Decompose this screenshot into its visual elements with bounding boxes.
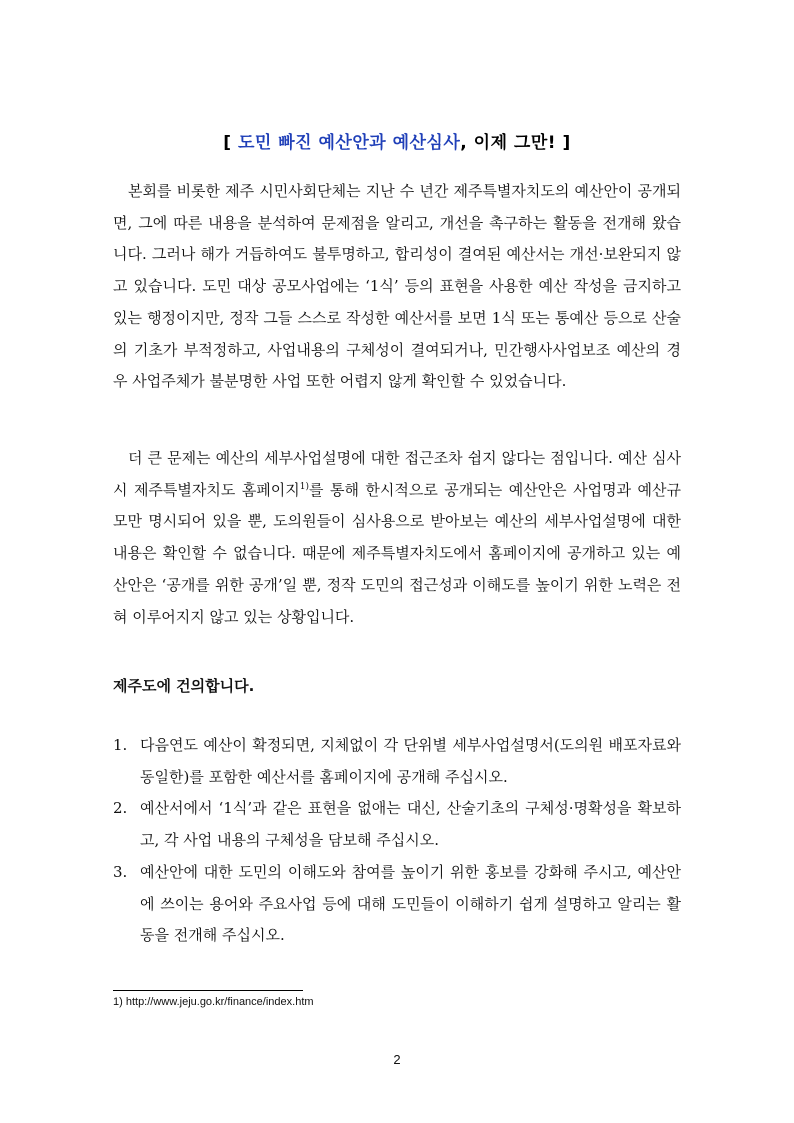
page-number: 2 <box>393 1052 401 1067</box>
list-item <box>113 857 681 952</box>
title-highlight: 도민 빠진 예산안과 예산심사 <box>237 133 461 153</box>
paragraph-2-before: 더 큰 문제는 예산의 세부사업설명에 대한 접근조차 쉽지 않다는 점입니다. 예산 심사시 제주특별자치도 홈페이지 <box>113 449 681 499</box>
recommendation-list <box>113 730 681 952</box>
section-heading: 제주도에 건의합니다. <box>113 677 255 695</box>
paragraph-2 <box>113 443 681 633</box>
paragraph-1: 본회를 비롯한 제주 시민사회단체는 지난 수 년간 제주특별자치도의 예산안이 공개되면, 그에 따른 내용을 분석하여 문제점을 알리고, 개선을 촉구하는 활동을 전개해 왔습니다. 그러나 해가 거듭하여도 불투명하고, 합리성이 결여된 예산서는 개선·보완되지 않고 있습니다. 도민 대상 공모사업에는 ‘1식’ 등의 표현을 사용한 예산 작성을 금지하고 있는 행정이지만, 정작 그들 스스로 작성한 예산서를 보면 1식 또는 통예산 등으로 산술의 기초가 부적정하고, 사업내용의 구체성이 결여되거나, 민간행사사업보조 예산의 경우 사업주체가 불분명한 사업 또한 어렵지 않게 확인할 수 있었습니다. <box>113 182 681 391</box>
list-item-number: 1. <box>113 736 128 754</box>
list-item-text: 다음연도 예산이 확정되면, 지체없이 각 단위별 세부사업설명서(도의원 배포자료와 동일한)를 포함한 예산서를 홈페이지에 공개해 주십시오. <box>140 736 681 786</box>
list-item-number: 2. <box>113 799 128 818</box>
list-item <box>113 793 681 856</box>
list-item-text: 예산안에 대한 도민의 이해도와 참여를 높이기 위한 홍보를 강화해 주시고, 예산안에 쓰이는 용어와 주요사업 등에 대해 도민들이 이해하기 쉽게 설명하고 알리는 활동을 전개해 주십시오. <box>140 862 681 945</box>
title-tail: , 이제 그만! <box>460 133 557 153</box>
footnote: 1) http://www.jeju.go.kr/finance/index.htm <box>113 996 314 1008</box>
title-close-bracket: ] <box>562 133 571 153</box>
footnote-ref[interactable]: 1) <box>299 481 310 492</box>
document-title <box>0 128 794 153</box>
list-item <box>113 730 681 793</box>
list-item-text: 예산서에서 ‘1식’과 같은 표현을 없애는 대신, 산술기초의 구체성·명확성을 확보하고, 각 사업 내용의 구체성을 담보해 주십시오. <box>140 799 681 850</box>
footnote-divider <box>113 990 303 991</box>
title-open-bracket: [ <box>223 133 232 153</box>
paragraph-2-after: 를 통해 한시적으로 공개되는 예산안은 사업명과 예산규모만 명시되어 있을 뿐, 도의원들이 심사용으로 받아보는 예산의 세부사업설명에 대한 내용은 확인할 수 없습니다. 때문에 제주특별자치도에서 홈페이지에 공개하고 있는 예산안은 ‘공개를 위한 공개’일 뿐, 정작 도민의 접근성과 이해도를 높이기 위한 노력은 전혀 이루어지지 않고 있는 상황입니다. <box>113 480 681 626</box>
list-item-number: 3. <box>113 862 128 881</box>
